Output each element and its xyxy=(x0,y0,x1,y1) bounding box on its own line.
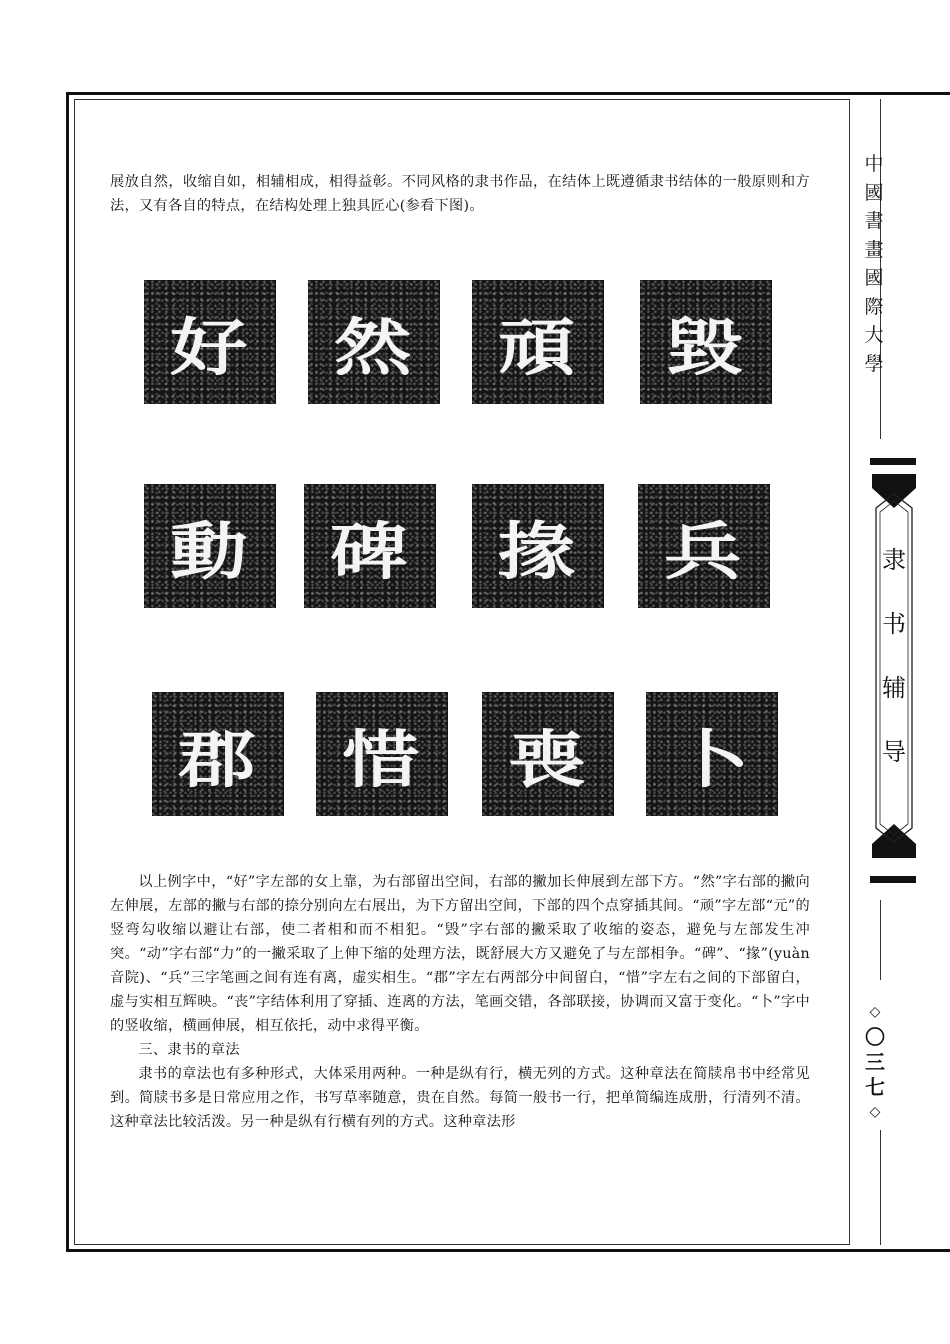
char-tile-jun: 郡 xyxy=(152,692,284,816)
character-examples-grid xyxy=(130,270,790,830)
intro-paragraph: 展放自然，收缩自如，相辅相成，相得益彰。不同风格的隶书作品，在结体上既遵循隶书结体的一般原则和方法，又有各自的特点，在结构处理上独具匠心(参看下图)。 xyxy=(110,174,810,214)
section-title-vertical: 隶 书 辅 导 xyxy=(882,546,906,766)
char-tile-ran: 然 xyxy=(308,280,440,404)
sidebar-divider-bottom xyxy=(880,1130,881,1245)
char-tile-wan: 頑 xyxy=(472,280,604,404)
page-number-vertical: ◇ 〇 三 七 ◇ xyxy=(865,1004,885,1120)
char-tile-bei: 碑 xyxy=(304,484,436,608)
composition-paragraph: 隶书的章法也有多种形式，大体采用两种。一种是纵有行，横无列的方式。这种章法在简牍帛书中经常见到。简牍书多是日常应用之作，书写草率随意，贵在自然。每简一般书一行，把单简编连成册，行清列不清。这种章法比较活泼。另一种是纵有行横有列的方式。这种章法形 xyxy=(110,1066,810,1130)
sidebar-divider-mid xyxy=(880,900,881,980)
intro-text xyxy=(110,170,810,218)
char-tile-sang: 喪 xyxy=(482,692,614,816)
char-tile-xi: 惜 xyxy=(316,692,448,816)
char-tile-dong: 動 xyxy=(144,484,276,608)
char-tile-bing: 兵 xyxy=(638,484,770,608)
body-text xyxy=(110,870,810,1134)
char-tile-hui: 毀 xyxy=(640,280,772,404)
badge-bottom-bar xyxy=(870,876,916,883)
char-tile-yuan: 掾 xyxy=(472,484,604,608)
char-tile-bu: 卜 xyxy=(646,692,778,816)
analysis-paragraph: 以上例字中，“好”字左部的女上靠，为右部留出空间，右部的撇加长伸展到左部下方。“然”字右部的撇向左伸展，左部的撇与右部的捺分别向左右展出，为下方留出空间，下部的四个点穿插其间。“顽”字左部“元”的竖弯勾收缩以避让右部，使二者相和而不相犯。“毁”字右部的撇采取了收缩的姿态，避免与左部发生冲突。“动”字右部“力”的一撇采取了上伸下缩的处理方法，既舒展大方又避免了与左部相争。“碑”、“掾”(yuàn音院)、“兵”三字笔画之间有连有离，虚实相生。“郡”字左右两部分中间留白，“惜”字左右之间的下部留白，虚与实相互辉映。“丧”字结体利用了穿插、连离的方法，笔画交错，各部联接，协调而又富于变化。“卜”字中的竖收缩，横画伸展，相互依托，动中求得平衡。 xyxy=(110,874,810,1034)
char-tile-hao: 好 xyxy=(144,280,276,404)
section-badge xyxy=(868,468,920,858)
badge-top-bar xyxy=(870,458,916,465)
school-name-vertical: 中 國 書 畫 國 際 大 學 xyxy=(864,153,884,375)
section-heading: 三、隶书的章法 xyxy=(138,1042,240,1058)
